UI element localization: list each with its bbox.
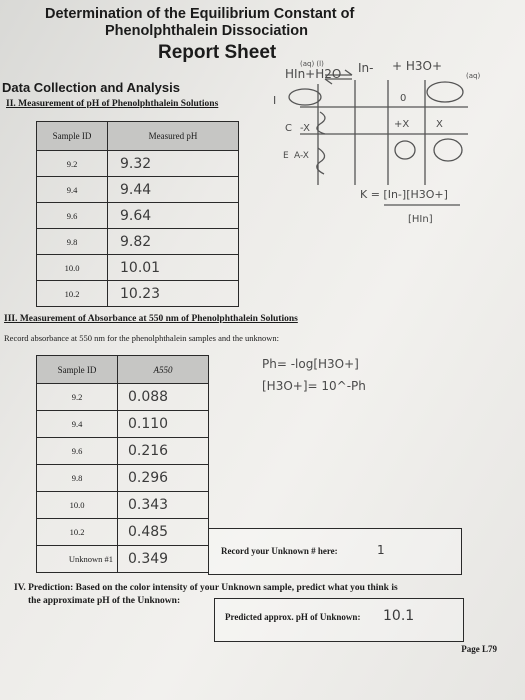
sample-id: 9.4	[37, 177, 108, 203]
report-sheet-heading: Report Sheet	[158, 42, 277, 63]
ph-expression: Ph= -log[H3O+]	[262, 357, 359, 371]
sample-id: 10.2	[37, 281, 108, 307]
reaction-left: HIn+H2O	[285, 67, 342, 81]
sample-id-unknown: Unknown #1	[37, 546, 118, 573]
title-line-2: Phenolphthalein Dissociation	[105, 23, 309, 39]
ice-zero: 0	[400, 93, 407, 104]
section3-heading: III. Measurement of Absorbance at 550 nm of Phenolphthalein Solutions	[4, 314, 298, 324]
section2-heading: II. Measurement of pH of Phenolphthalein Solutions	[6, 99, 219, 109]
ph-value: 9.82	[108, 229, 239, 255]
section3-note: Record absorbance at 550 nm for the phenolphthalein samples and the unknown:	[4, 333, 279, 343]
reaction-states: (aq) (l)	[300, 60, 324, 68]
absorbance-value: 0.296	[118, 465, 209, 492]
absorbance-value: 0.485	[118, 519, 209, 546]
sample-id: 10.0	[37, 255, 108, 281]
ph-value: 10.01	[108, 255, 239, 281]
ice-circle	[289, 89, 321, 105]
reaction-right-state: (aq)	[466, 72, 481, 80]
absorbance-value: 0.343	[118, 492, 209, 519]
absorbance-value: 0.088	[118, 384, 209, 411]
col-sample-id: Sample ID	[37, 356, 118, 384]
ice-circle	[434, 139, 462, 161]
ph-value: 9.32	[108, 151, 239, 177]
section4-prompt-2: the approximate pH of the Unknown:	[28, 596, 181, 606]
ice-label-e: E	[283, 151, 289, 161]
sample-id: 10.0	[37, 492, 118, 519]
sample-id: 10.2	[37, 519, 118, 546]
data-collection-heading: Data Collection and Analysis	[2, 80, 180, 95]
sample-id: 9.6	[37, 438, 118, 465]
absorbance-value-unknown: 0.349	[118, 546, 209, 573]
ice-circle	[427, 82, 463, 102]
ice-label-i: I	[273, 94, 277, 107]
ph-value: 9.44	[108, 177, 239, 203]
col-measured-ph: Measured pH	[108, 122, 239, 151]
ice-a-minus-x: A-X	[294, 151, 309, 161]
title-line-1: Determination of the Equilibrium Constant of	[45, 6, 355, 22]
absorbance-value: 0.216	[118, 438, 209, 465]
ph-value: 9.64	[108, 203, 239, 229]
ka-expression: K = [In-][H3O+]	[360, 188, 448, 201]
col-a550: A550	[118, 356, 209, 384]
ice-circle	[395, 141, 415, 159]
ice-plus-x: +X	[394, 119, 410, 130]
prediction-label: Predicted approx. pH of Unknown:	[225, 612, 361, 622]
reaction-ion: In-	[358, 61, 374, 75]
ka-denominator: [HIn]	[408, 214, 433, 225]
unknown-number-label: Record your Unknown # here:	[221, 546, 338, 556]
section4-prompt: IV. Prediction: Based on the color intensity of your Unknown sample, predict what you think is	[14, 583, 398, 593]
sample-id: 9.8	[37, 465, 118, 492]
h3o-expression: [H3O+]= 10^-Ph	[262, 379, 366, 393]
sample-id: 9.6	[37, 203, 108, 229]
ice-label-c: C	[285, 123, 292, 134]
sample-id: 9.2	[37, 151, 108, 177]
ice-x: X	[436, 119, 443, 130]
unknown-number-value: 1	[377, 543, 385, 557]
reaction-right: + H3O+	[392, 59, 443, 73]
prediction-value: 10.1	[383, 608, 415, 624]
sample-id: 9.4	[37, 411, 118, 438]
sample-id: 9.8	[37, 229, 108, 255]
sample-id: 9.2	[37, 384, 118, 411]
ph-value: 10.23	[108, 281, 239, 307]
ice-minus-x: -X	[300, 123, 310, 134]
page-number: Page L79	[461, 644, 497, 654]
col-sample-id: Sample ID	[37, 122, 108, 151]
absorbance-value: 0.110	[118, 411, 209, 438]
